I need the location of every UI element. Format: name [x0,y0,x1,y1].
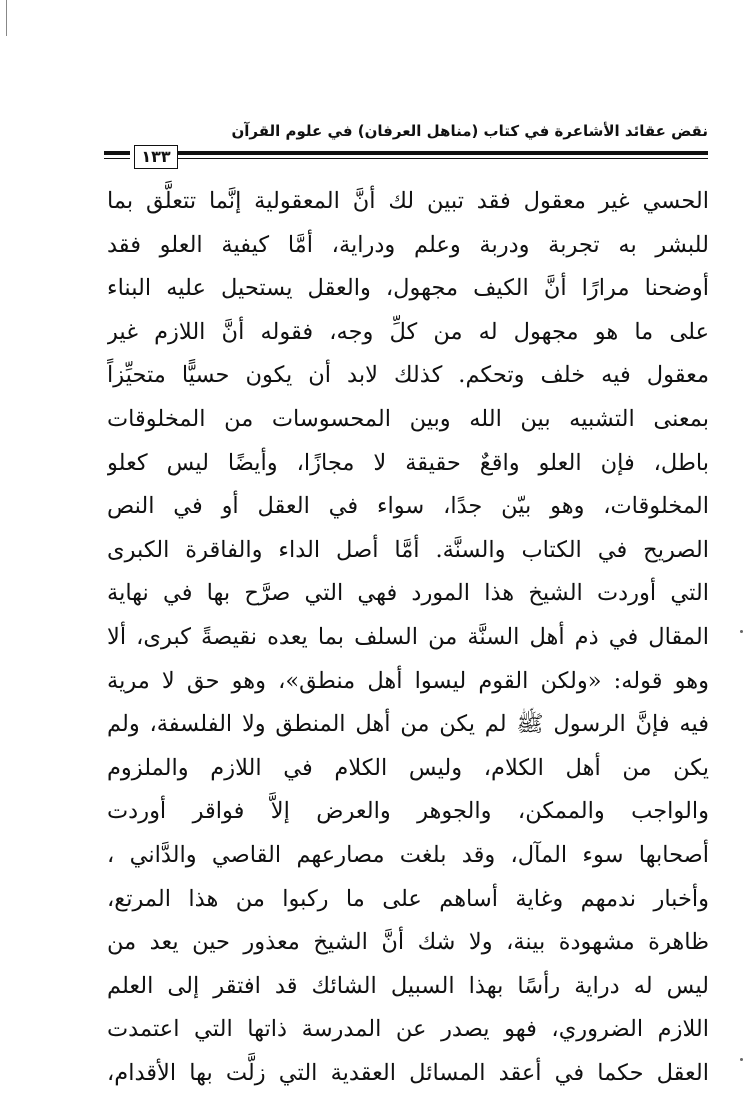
text-line: على ما هو مجهول له من كلِّ وجه، فقوله أنَّ اللازم غير [107,318,709,345]
text-line: فيه فإنَّ الرسول ﷺ لم يكن من أهل المنطق ولا الفلسفة، ولم [107,711,709,738]
text-line: معقول فيه خلف وتحكم. كذلك لابد أن يكون حسيًّا متحيِّزاً [107,362,709,389]
text-line: اللازم الضروري، فهو يصدر عن المدرسة ذاتها التي اعتمدت [107,1016,709,1043]
page-header [104,122,708,172]
text-line: للبشر به تجربة ودربة وعلم ودراية، أمَّا كيفية العلو فقد [107,231,709,258]
text-line: بمعنى التشبيه بين الله وبين المحسوسات من المخلوقات [107,405,709,432]
scan-speck [740,630,743,633]
text-line: والواجب والممكن، والجوهر والعرض إلاَّ فواقر أوردت [107,798,709,825]
text-line: الحسي غير معقول فقد تبين لك أنَّ المعقولية إنَّما تتعلَّق بما [107,188,709,214]
scan-speck [740,1058,743,1061]
text-line: ظاهرة مشهودة بينة، ولا شك أنَّ الشيخ معذور حين يعد من [107,929,709,956]
header-rule-left-thin [104,158,130,159]
text-line: باطل، فإن العلو واقعٌ حقيقة لا مجازًا، وأيضًا ليس كعلو [107,449,709,476]
header-rule-thick [176,151,708,155]
text-line: أصحابها سوء المآل، وقد بلغت مصارعهم القاصي والدَّاني ، [107,841,709,868]
header-rule-thin [176,158,708,159]
text-line: يكن من أهل الكلام، وليس الكلام في اللازم والملزوم [107,754,709,781]
header-rule-left-thick [104,151,130,155]
text-line: وهو قوله: «ولكن القوم ليسوا أهل منطق»، وهو حق لا مرية [107,667,709,694]
text-line: أوضحنا مرارًا أنَّ الكيف مجهول، والعقل يستحيل عليه البناء [107,275,709,302]
body-text [107,180,709,1095]
text-line: العقل حكما في أعقد المسائل العقدية التي زلَّت بها الأقدام، [107,1059,709,1086]
text-line: الصريح في الكتاب والسنَّة. أمَّا أصل الداء والفاقرة الكبرى [107,536,709,563]
page-number: ١٣٣ [134,145,178,169]
text-line: وأخبار ندمهم وغاية أساهم على ما ركبوا من هذا المرتع، [107,885,709,912]
running-title: نقض عقائد الأشاعرة في كتاب (مناهل العرفان) في علوم القرآن [231,122,708,140]
scan-edge-mark [6,0,7,36]
text-line: المخلوقات، وهو بيّن جدًا، سواء في العقل أو في النص [107,493,709,520]
text-line: ليس له دراية رأسًا بهذا السبيل الشائك قد افتقر إلى العلم [107,972,709,999]
text-line: المقال في ذم أهل السنَّة من السلف بما يعده نقيصةً كبرى، ألا [107,623,709,650]
text-line: التي أوردت الشيخ هذا المورد فهي التي صرَّح بها في نهاية [107,580,709,607]
